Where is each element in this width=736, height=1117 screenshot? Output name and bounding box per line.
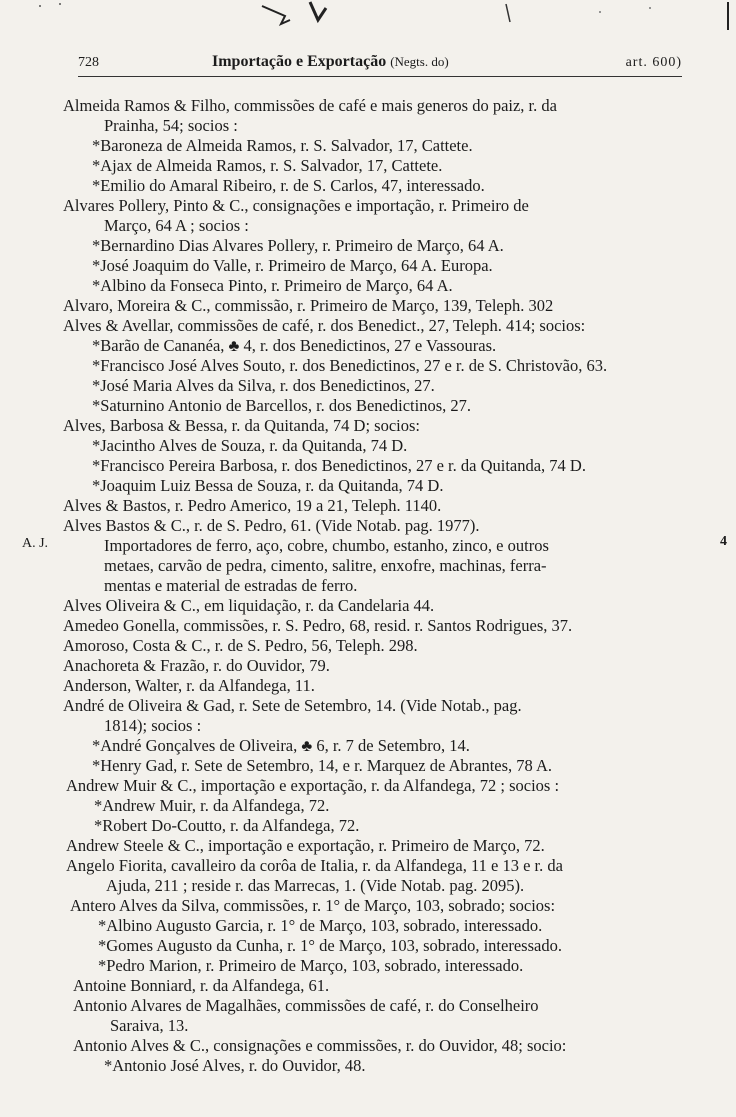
entry-line: *Jacintho Alves de Souza, r. da Quitanda, 74 D. bbox=[92, 436, 408, 455]
entry-line: metaes, carvão de pedra, cimento, salitre, enxofre, machinas, ferra- bbox=[104, 556, 547, 575]
entry-line: Antonio Alvares de Magalhães, commissões de café, r. do Conselheiro bbox=[73, 996, 539, 1015]
entry-line: *Albino Augusto Garcia, r. 1° de Março, 103, sobrado, interessado. bbox=[98, 916, 543, 935]
entry-line: *Ajax de Almeida Ramos, r. S. Salvador, 17, Cattete. bbox=[92, 156, 443, 175]
entry-line: *Francisco José Alves Souto, r. dos Benedictinos, 27 e r. de S. Christovão, 63. bbox=[92, 356, 608, 375]
entry-line: *Baroneza de Almeida Ramos, r. S. Salvador, 17, Cattete. bbox=[92, 136, 473, 155]
entry-line: Amoroso, Costa & C., r. de S. Pedro, 56, Teleph. 298. bbox=[63, 636, 418, 655]
article-ref: art. 600) bbox=[625, 55, 682, 70]
entry-line: *Andrew Muir, r. da Alfandega, 72. bbox=[94, 796, 330, 815]
entry-line: *Francisco Pereira Barbosa, r. dos Benedictinos, 27 e r. da Quitanda, 74 D. bbox=[92, 456, 586, 475]
entry-line: *José Joaquim do Valle, r. Primeiro de Março, 64 A. Europa. bbox=[92, 256, 493, 275]
page-header bbox=[78, 53, 682, 75]
entry-line: mentas e material de estradas de ferro. bbox=[104, 576, 358, 595]
entry-line: Alves, Barbosa & Bessa, r. da Quitanda, 74 D; socios: bbox=[63, 416, 420, 435]
entry-line: *Gomes Augusto da Cunha, r. 1° de Março, 103, sobrado, interessado. bbox=[98, 936, 562, 955]
entry-line: Alvares Pollery, Pinto & C., consignações e importação, r. Primeiro de bbox=[63, 196, 529, 215]
entry-line: Alvaro, Moreira & C., commissão, r. Primeiro de Março, 139, Teleph. 302 bbox=[63, 296, 554, 315]
entry-line: Alves & Avellar, commissões de café, r. dos Benedict., 27, Teleph. 414; socios: bbox=[63, 316, 586, 335]
entry-line: Anachoreta & Frazão, r. do Ouvidor, 79. bbox=[63, 656, 330, 675]
entry-line: Angelo Fiorita, cavalleiro da corôa de Italia, r. da Alfandega, 11 e 13 e r. da bbox=[66, 856, 563, 875]
entry-line: Amedeo Gonella, commissões, r. S. Pedro, 68, resid. r. Santos Rodrigues, 37. bbox=[63, 616, 573, 635]
entry-line: *Henry Gad, r. Sete de Setembro, 14, e r. Marquez de Abrantes, 78 A. bbox=[92, 756, 553, 775]
entry-line: *Saturnino Antonio de Barcellos, r. dos Benedictinos, 27. bbox=[92, 396, 472, 415]
entry-line: Antonio Alves & C., consignações e commissões, r. do Ouvidor, 48; socio: bbox=[73, 1036, 567, 1055]
margin-note-right: 4 bbox=[720, 534, 727, 549]
entry-line: Ajuda, 211 ; reside r. das Marrecas, 1. (Vide Notab. pag. 2095). bbox=[106, 876, 525, 895]
header-rule bbox=[78, 76, 682, 77]
entry-line: *Emilio do Amaral Ribeiro, r. de S. Carlos, 47, interessado. bbox=[92, 176, 485, 195]
entry-line: Alves Oliveira & C., em liquidação, r. da Candelaria 44. bbox=[63, 596, 435, 615]
page-title bbox=[212, 53, 449, 71]
entry-line: *Bernardino Dias Alvares Pollery, r. Primeiro de Março, 64 A. bbox=[92, 236, 504, 255]
entry-line: *Robert Do-Coutto, r. da Alfandega, 72. bbox=[94, 816, 360, 835]
page-number: 728 bbox=[78, 55, 99, 70]
entry-line: *Albino da Fonseca Pinto, r. Primeiro de Março, 64 A. bbox=[92, 276, 453, 295]
entry-line: Anderson, Walter, r. da Alfandega, 11. bbox=[63, 676, 315, 695]
entry-line: Saraiva, 13. bbox=[110, 1016, 189, 1035]
margin-note-left: A. J. bbox=[22, 536, 49, 551]
entry-line: *Pedro Marion, r. Primeiro de Março, 103, sobrado, interessado. bbox=[98, 956, 524, 975]
entry-line: Alves & Bastos, r. Pedro Americo, 19 a 21, Teleph. 1140. bbox=[63, 496, 442, 515]
entry-line: *Barão de Cananéa, ♣ 4, r. dos Benedictinos, 27 e Vassouras. bbox=[92, 336, 497, 355]
entry-line: Importadores de ferro, aço, cobre, chumbo, estanho, zinco, e outros bbox=[104, 536, 549, 555]
entry-line: 1814); socios : bbox=[104, 716, 202, 735]
entry-line: Almeida Ramos & Filho, commissões de café e mais generos do paiz, r. da bbox=[63, 96, 557, 115]
entry-line: Andrew Steele & C., importação e exportação, r. Primeiro de Março, 72. bbox=[66, 836, 545, 855]
entry-line: *Antonio José Alves, r. do Ouvidor, 48. bbox=[104, 1056, 366, 1075]
entry-line: André de Oliveira & Gad, r. Sete de Setembro, 14. (Vide Notab., pag. bbox=[63, 696, 522, 715]
entry-line: *José Maria Alves da Silva, r. dos Benedictinos, 27. bbox=[92, 376, 435, 395]
page-subtitle: (Negts. do) bbox=[390, 54, 449, 69]
entry-line: Andrew Muir & C., importação e exportação, r. da Alfandega, 72 ; socios : bbox=[66, 776, 560, 795]
entry-line: Prainha, 54; socios : bbox=[104, 116, 238, 135]
entry-line: Antoine Bonniard, r. da Alfandega, 61. bbox=[73, 976, 330, 995]
entry-line: Alves Bastos & C., r. de S. Pedro, 61. (Vide Notab. pag. 1977). bbox=[63, 516, 480, 535]
entry-line: Março, 64 A ; socios : bbox=[104, 216, 249, 235]
entry-line: *Joaquim Luiz Bessa de Souza, r. da Quitanda, 74 D. bbox=[92, 476, 444, 495]
entry-line: Antero Alves da Silva, commissões, r. 1° de Março, 103, sobrado; socios: bbox=[70, 896, 556, 915]
entry-line: *André Gonçalves de Oliveira, ♣ 6, r. 7 de Setembro, 14. bbox=[92, 736, 470, 755]
scan-artifact-top bbox=[0, 0, 736, 30]
title-text: Importação e Exportação bbox=[212, 53, 387, 70]
